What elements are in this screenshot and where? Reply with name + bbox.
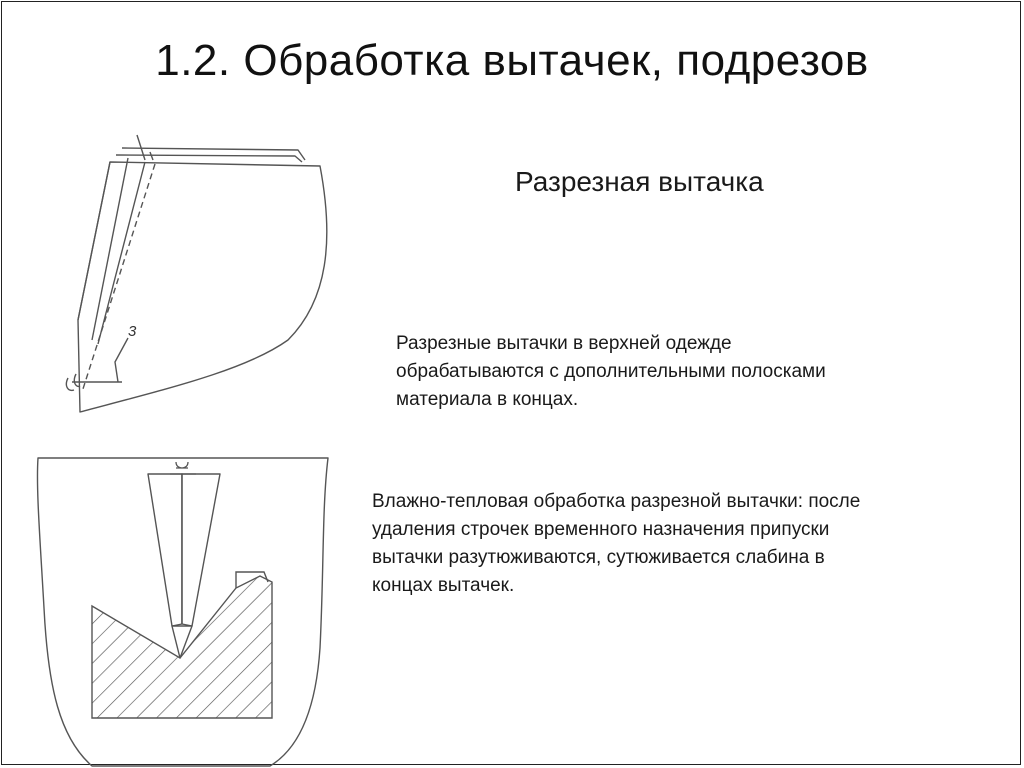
cut-dart-diagram: [50, 130, 350, 420]
stitch-line: [82, 164, 155, 392]
callout-3: 3: [128, 323, 137, 340]
pressed-dart-diagram: [30, 448, 340, 768]
dart-allowance-right: [182, 474, 220, 626]
fabric-layer-back: [122, 148, 305, 160]
dart-fold-line: [78, 162, 110, 320]
dart-top-marks: [176, 462, 188, 468]
callout-leader: [115, 338, 128, 382]
slide-title: 1.2. Обработка вытачек, подрезов: [155, 36, 869, 85]
section-subtitle: Разрезная вытачка: [515, 166, 764, 197]
dart-allowance-left: [148, 474, 182, 626]
paragraph-cut-darts: Разрезные вытачки в верхней одежде обрабатываются с дополнительными полосками материала в концах.: [396, 333, 826, 410]
paragraph-pressing: Влажно-тепловая обработка разрезной вытачки: после удаления строчек временного назначения припуски вытачки разутюживаются, сутюживается слабина в концах вытачек.: [372, 491, 861, 596]
top-tick-2: [150, 152, 153, 160]
panel-outline: [78, 162, 327, 412]
